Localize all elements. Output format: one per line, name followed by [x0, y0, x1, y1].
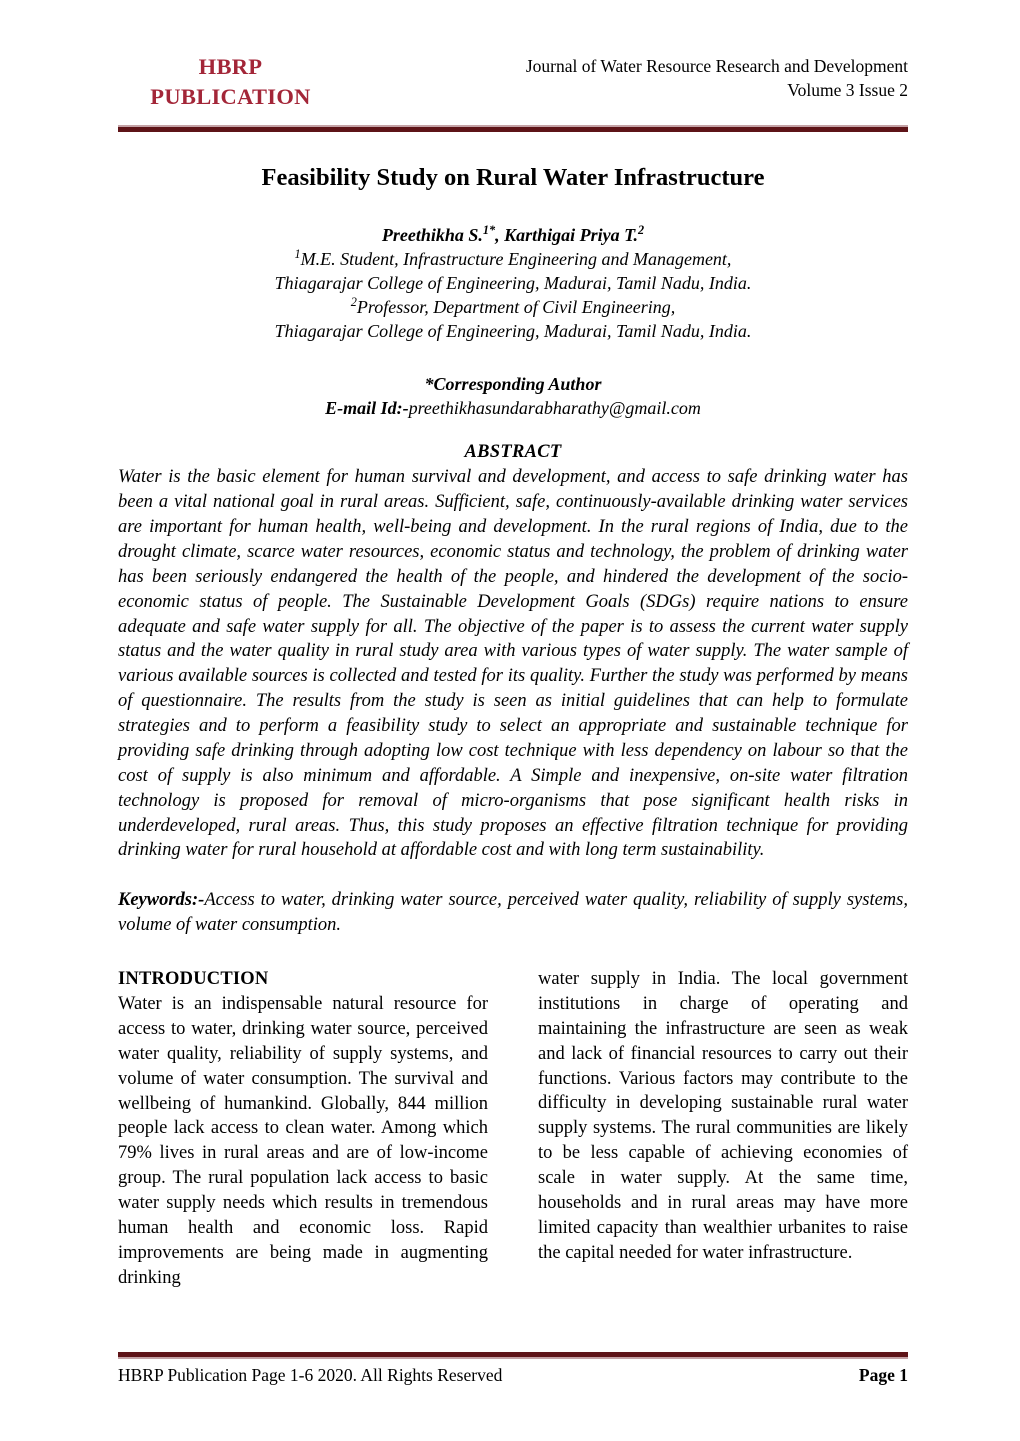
affiliation-item	[118, 320, 908, 344]
header-divider-thick	[118, 127, 908, 132]
journal-info	[343, 52, 908, 102]
journal-issue: Volume 3 Issue 2	[787, 79, 908, 100]
publisher-logo-line1: HBRP	[198, 54, 263, 79]
publisher-logo	[118, 52, 343, 111]
keywords-label: Keywords:-	[118, 890, 205, 911]
body-columns	[118, 967, 908, 1291]
footer-row	[118, 1359, 908, 1386]
affiliation-text: Thiagarajar College of Engineering, Madurai, Tamil Nadu, India.	[274, 272, 752, 293]
page-content	[118, 0, 908, 1291]
header-divider	[118, 125, 908, 132]
affiliation-text: M.E. Student, Infrastructure Engineering and Management,	[300, 248, 732, 269]
page-title: Feasibility Study on Rural Water Infrastructure	[261, 164, 765, 192]
affiliation-item	[118, 272, 908, 296]
keywords-value: Access to water, drinking water source, perceived water quality, reliability of supply systems, volume of water consumption.	[118, 890, 908, 936]
affiliation-item	[118, 248, 908, 272]
footer-page-number: Page 1	[858, 1365, 908, 1385]
abstract-body: Water is the basic element for human survival and development, and access to safe drinking water has been a vital national goal in rural areas. Sufficient, safe, continuously-available drinking water services are important for human health, well-being and development. In the rural regions of India, due to the drought climate, scarce water resources, economic status and technology, the problem of drinking water has been seriously endangered the health of the people, and hindered the development of the socio-economic status of people. The Sustainable Development Goals (SDGs) require nations to ensure adequate and safe water supply for all. The objective of the paper is to assess the current water supply status and the water quality in rural study area with various types of water supply. The water sample of various available sources is collected and tested for its quality. Further the study was performed by means of questionnaire. The results from the study is seen as initial guidelines that can help to formulate strategies and to perform a feasibility study to select an appropriate and sustainable technique for providing safe drinking through adopting low cost technique with less dependency on labour so that the cost of supply is also minimum and affordable. A Simple and inexpensive, on-site water filtration technology is proposed for removal of micro-organisms that pose significant health risks in underdeveloped, rural areas. Thus, this study proposes an effective filtration technique for providing drinking water for rural household at affordable cost and with long term sustainability.	[118, 467, 908, 861]
page-footer	[118, 1352, 908, 1386]
email-label: E-mail Id:-	[325, 397, 409, 418]
section-heading-introduction: INTRODUCTION	[118, 969, 269, 990]
affiliation-text: Professor, Department of Civil Engineering,	[356, 296, 676, 317]
author-1-name: Preethikha S.	[381, 225, 483, 245]
footer-divider	[118, 1352, 908, 1359]
journal-name: Journal of Water Resource Research and Development	[525, 56, 908, 76]
body-column-right	[538, 967, 908, 1291]
affiliation-text: Thiagarajar College of Engineering, Madurai, Tamil Nadu, India.	[274, 320, 752, 341]
author-2-superscript: 2	[637, 223, 645, 237]
corresponding-author-email	[118, 396, 908, 420]
body-column-left	[118, 967, 488, 1291]
author-1-superscript: 1*	[482, 223, 496, 237]
publisher-logo-line2: PUBLICATION	[150, 83, 311, 109]
keywords	[118, 888, 908, 938]
email-value[interactable]: preethikhasundarabharathy@gmail.com	[408, 397, 701, 418]
author-separator: , Karthigai Priya T.	[495, 225, 638, 245]
abstract-heading: ABSTRACT	[464, 442, 562, 463]
affiliation-superscript: 2	[350, 294, 357, 309]
footer-copyright: HBRP Publication Page 1-6 2020. All Rights Reserved	[118, 1365, 503, 1385]
masthead	[118, 0, 908, 111]
affiliation-superscript: 1	[294, 246, 301, 261]
corresponding-author-label: *Corresponding Author	[424, 373, 602, 394]
affiliation-item	[118, 296, 908, 320]
author-list	[118, 224, 908, 248]
introduction-paragraph-right: water supply in India. The local government institutions in charge of operating and maintaining the infrastructure are seen as weak and lack of financial resources to carry out their functions. Various factors may contribute to the difficulty in developing sustainable rural water supply systems. The rural communities are likely to be less capable of achieving economies of scale in water supply. At the same time, households and in rural areas may have more limited capacity than wealthier urbanites to raise the capital needed for water infrastructure.	[538, 969, 908, 1263]
affiliation-list	[118, 248, 908, 344]
introduction-paragraph-left: Water is an indispensable natural resource for access to water, drinking water source, perceived water quality, reliability of supply systems, and volume of water consumption. The survival and wellbeing of humankind. Globally, 844 million people lack access to clean water. Among which 79% lives in rural areas and are of low-income group. The rural population lack access to basic water supply needs which results in tremendous human health and economic loss. Rapid improvements are being made in augmenting drinking	[118, 994, 488, 1288]
